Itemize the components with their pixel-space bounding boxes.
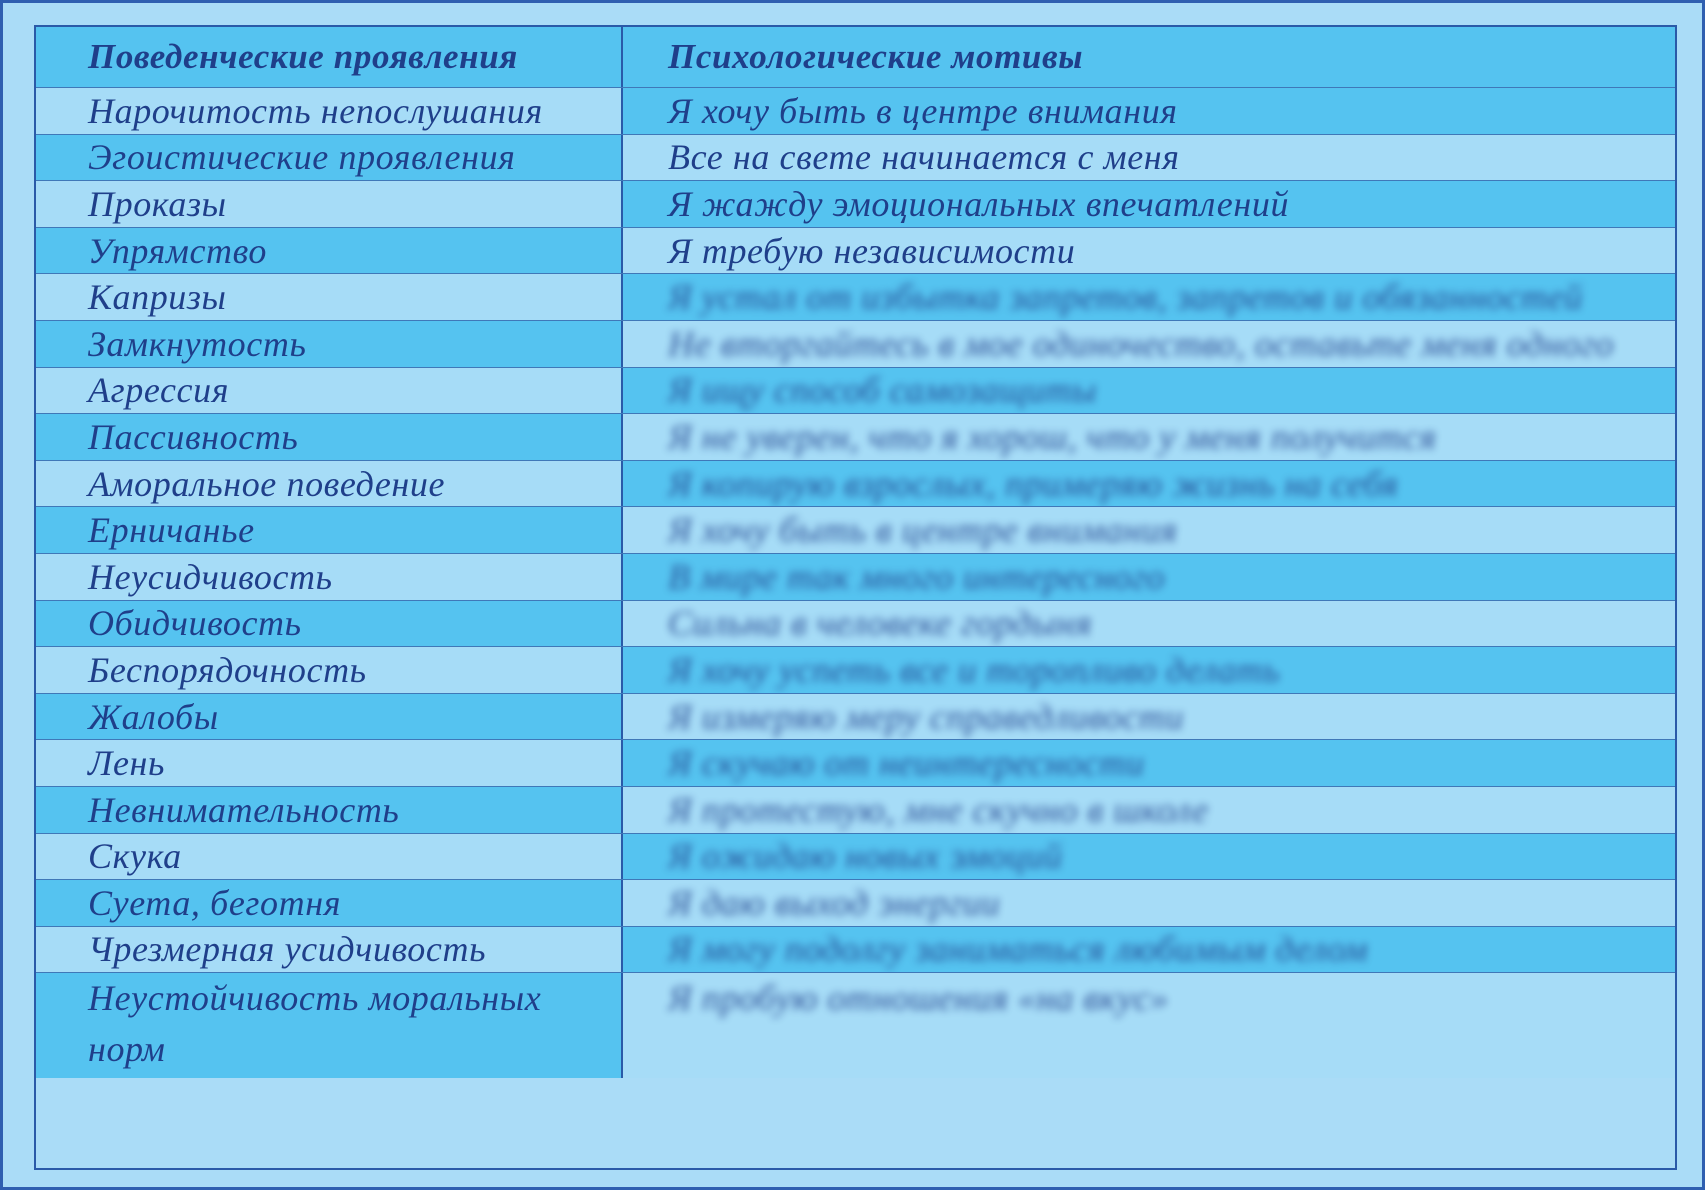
motive-cell [623, 507, 1675, 553]
table-row [36, 694, 1675, 741]
motive-text: Я копирую взрослых, примеряю жизнь на себя [668, 463, 1399, 504]
behavior-cell: Беспорядочность [36, 647, 623, 693]
motive-text: Я ищу способ самозащиты [668, 370, 1097, 411]
motive-cell [623, 368, 1675, 414]
table-row [36, 274, 1675, 321]
motive-cell [623, 321, 1675, 367]
motive-cell [623, 461, 1675, 507]
motive-text: Я могу подолгу заниматься любимым делом [668, 929, 1369, 970]
behavior-cell: Неусидчивость [36, 554, 623, 600]
behavior-motives-table [34, 25, 1677, 1170]
table-row [36, 135, 1675, 182]
motive-text: Я хочу успеть все и торопливо делать [668, 649, 1281, 690]
motive-text: Я ожидаю новых эмоций [668, 836, 1063, 877]
table-row [36, 787, 1675, 834]
motive-cell [623, 135, 1675, 181]
table-row [36, 368, 1675, 415]
behavior-cell: Эгоистические проявления [36, 135, 623, 181]
motive-cell [623, 88, 1675, 134]
behavior-cell: Скука [36, 834, 623, 880]
table-row [36, 321, 1675, 368]
motive-cell [623, 228, 1675, 274]
table-row [36, 461, 1675, 508]
motive-cell [623, 414, 1675, 460]
motive-text: Я протестую, мне скучно в школе [668, 789, 1209, 830]
motive-cell [623, 181, 1675, 227]
motive-text: Я хочу быть в центре внимания [668, 90, 1178, 131]
motive-text: Я скучаю от неинтересности [668, 743, 1145, 784]
table-row [36, 554, 1675, 601]
behavior-cell: Ерничанье [36, 507, 623, 553]
header-motive: Психологические мотивы [668, 37, 1084, 76]
table-row [36, 88, 1675, 135]
motive-text: Сильна в человеке гордыня [668, 603, 1093, 644]
motive-text: Все на свете начинается с меня [668, 137, 1180, 178]
motive-text: Я измеряю меру справедливости [668, 696, 1184, 737]
behavior-cell: Невнимательность [36, 787, 623, 833]
motive-cell [623, 787, 1675, 833]
behavior-cell: Чрезмерная усидчивость [36, 927, 623, 973]
behavior-cell: Проказы [36, 181, 623, 227]
behavior-cell: Обидчивость [36, 601, 623, 647]
motive-text: Я устал от избытка запретов, запретов и обязанностей [668, 277, 1583, 318]
behavior-cell: Нарочитость непослушания [36, 88, 623, 134]
behavior-cell: Замкнутость [36, 321, 623, 367]
motive-text: Я пробую отношения «на вкус» [668, 978, 1169, 1019]
motive-cell [623, 274, 1675, 320]
behavior-cell: Упрямство [36, 228, 623, 274]
table-row [36, 927, 1675, 974]
motive-cell [623, 973, 1675, 1078]
table-row [36, 880, 1675, 927]
motive-text: Не вторгайтесь в мое одиночество, оставьте меня одного [668, 323, 1615, 364]
table-row [36, 647, 1675, 694]
behavior-cell: Жалобы [36, 694, 623, 740]
table-row [36, 973, 1675, 1078]
table-row [36, 834, 1675, 881]
behavior-cell: Пассивность [36, 414, 623, 460]
motive-cell [623, 927, 1675, 973]
motive-text: Я не уверен, что я хорош, что у меня получится [668, 416, 1437, 457]
motive-cell [623, 834, 1675, 880]
motive-cell [623, 880, 1675, 926]
motive-cell [623, 601, 1675, 647]
table-row [36, 507, 1675, 554]
motive-cell [623, 694, 1675, 740]
table-row [36, 601, 1675, 648]
header-behavior: Поведенческие проявления [36, 27, 623, 87]
behavior-cell: Аморальное поведение [36, 461, 623, 507]
table-row [36, 181, 1675, 228]
behavior-cell: Неустойчивость моральных норм [36, 973, 623, 1078]
behavior-cell: Лень [36, 740, 623, 786]
table-row [36, 740, 1675, 787]
motive-text: Я жажду эмоциональных впечатлений [668, 183, 1290, 224]
table-row [36, 414, 1675, 461]
behavior-cell: Агрессия [36, 368, 623, 414]
motive-text: Я требую независимости [668, 230, 1076, 271]
motive-cell [623, 647, 1675, 693]
motive-text: В мире так много интересного [668, 556, 1166, 597]
motive-text: Я хочу быть в центре внимания [668, 510, 1178, 551]
behavior-cell: Суета, беготня [36, 880, 623, 926]
motive-text: Я даю выход энергии [668, 882, 1001, 923]
motive-cell [623, 554, 1675, 600]
behavior-cell: Капризы [36, 274, 623, 320]
table-row [36, 228, 1675, 275]
table-header-row [36, 27, 1675, 88]
motive-cell [623, 740, 1675, 786]
